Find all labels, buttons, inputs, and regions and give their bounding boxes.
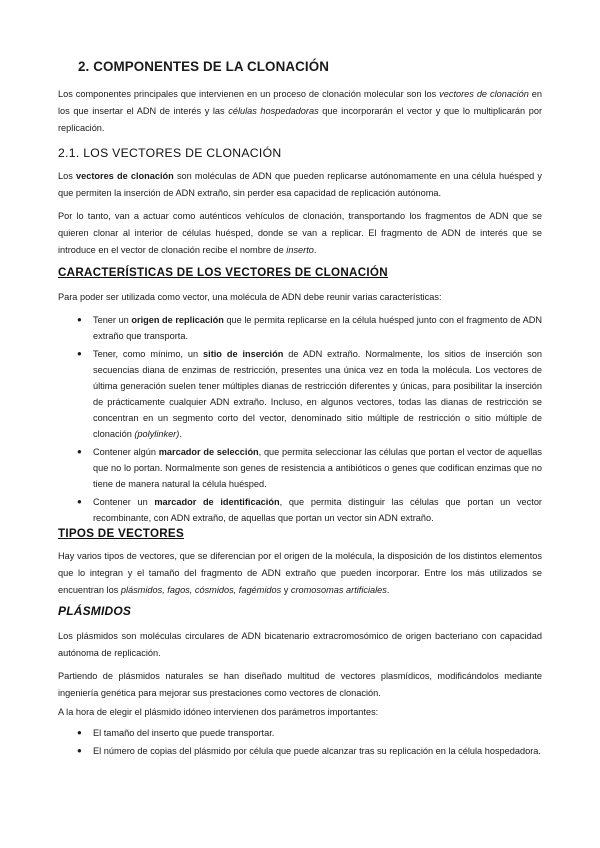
text-run: . xyxy=(313,245,317,255)
tipos-heading: TIPOS DE VECTORES xyxy=(58,527,185,540)
text-run: son moléculas de ADN que pueden replicarse autónomamente en una célula huésped y que permiten la inserción de ADN extraño, sin perder esa capacidad de replicación autónoma. xyxy=(58,171,542,198)
italic-term: plásmidos, fagos, cósmidos, fagémidos xyxy=(120,585,282,595)
tipos-paragraph xyxy=(58,548,542,599)
caracteristicas-heading: CARACTERÍSTICAS DE LOS VECTORES DE CLONACIÓN xyxy=(58,266,388,279)
italic-term: (polylinker) xyxy=(134,429,180,439)
bold-term: origen de replicación xyxy=(131,315,224,325)
plasmidos-heading: PLÁSMIDOS xyxy=(58,604,132,618)
list-item xyxy=(58,346,542,442)
intro-paragraph xyxy=(58,86,542,137)
vectores-paragraph-1 xyxy=(58,168,542,202)
text-run: Tener un xyxy=(93,315,132,325)
text-run: Por lo tanto, van a actuar como auténticos vehículos de clonación, transportando los fragmentos de ADN que se quieren clonar al interior de células huésped, donde se van a replicar. El fragmento de ADN de interés que se introduce en el vector de clonación recibe el nombre de xyxy=(58,211,542,255)
list-item xyxy=(58,494,542,526)
text-run: . xyxy=(179,429,182,439)
text-run: Hay varios tipos de vectores, que se diferencian por el origen de la molécula, la disposición de los distintos elementos que lo integran y el tamaño del fragmento de ADN extraño que pueden incorporar. Entre los más utilizados se encuentran los xyxy=(58,551,542,595)
text-run: y xyxy=(281,585,291,595)
list-item: ● El número de copias del plásmido por célula que puede alcanzar tras su replicación en la célula hospedadora. xyxy=(58,743,542,759)
bold-term: marcador de selección xyxy=(158,447,259,457)
intro-text-2: en los que insertar el ADN de interés y las xyxy=(58,89,542,116)
text-run: de ADN extraño. Normalmente, los sitios de inserción son secuencias diana de enzimas de restricción, presentes una única vez en toda la molécula. Los vectores de última generación suelen tener múltiples dianas de restricción diferentes y únicas, para posibilitar la inserción de prácticamente cualquier ADN extraño. Incluso, en algunos vectores, todas las dianas de restricción se concentran en un segmento corto del vector, denominado sitio múltiple de restricción o sitio múltiple de clonación xyxy=(93,349,542,439)
text-run: Tener, como mínimo, un xyxy=(93,349,204,359)
caracteristicas-lead: Para poder ser utilizada como vector, una molécula de ADN debe reunir varias características: xyxy=(58,292,442,302)
list-item xyxy=(58,312,542,344)
text-run: Los xyxy=(58,171,76,181)
intro-vectores: vectores de clonación xyxy=(439,89,529,99)
bold-term: marcador de identificación xyxy=(154,497,280,507)
text-run: que le permita replicarse en la célula huésped junto con el fragmento de ADN extraño que transporta. xyxy=(93,315,542,341)
caracteristicas-list xyxy=(58,312,542,528)
list-item xyxy=(58,444,542,492)
italic-term: cromosomas artificiales xyxy=(290,585,387,595)
vectores-paragraph-2 xyxy=(58,208,542,259)
text-run: , que permita distinguir las células que portan un vector recombinante, con ADN extraño, de aquellas que portan un vector sin ADN extraño. xyxy=(93,497,542,523)
bold-term: sitio de inserción xyxy=(203,349,284,359)
page-title: 2. COMPONENTES DE LA CLONACIÓN xyxy=(78,59,329,74)
text-run: Contener algún xyxy=(93,447,159,457)
intro-celulas: células hospedadoras xyxy=(228,106,319,116)
text-run: , que permita seleccionar las células que portan el vector de aquellas que no lo portan. Normalmente son genes de resistencia a antibióticos o genes que codifican enzimas que no tiene de manera natural la célula huésped. xyxy=(93,447,542,489)
bold-term: vectores de clonación xyxy=(76,171,174,181)
section-heading-2-1: 2.1. LOS VECTORES DE CLONACIÓN xyxy=(58,146,282,160)
intro-text-3: que incorporarán el vector y que lo multiplicarán por replicación. xyxy=(58,106,543,133)
text-run: Contener un xyxy=(93,497,155,507)
italic-term: inserto xyxy=(286,245,314,255)
list-item: ● El tamaño del inserto que puede transportar. xyxy=(58,725,542,741)
plasmidos-paragraph-2: Partiendo de plásmidos naturales se han diseñado multitud de vectores plasmídicos, modificándolos mediante ingeniería genética para mejorar sus prestaciones como vectores de clonación. xyxy=(58,671,542,698)
text-run: . xyxy=(386,585,390,595)
plasmidos-paragraph-3: A la hora de elegir el plásmido idóneo intervienen dos parámetros importantes: xyxy=(58,707,379,717)
intro-text: Los componentes principales que intervienen en un proceso de clonación molecular son los xyxy=(58,89,440,99)
plasmidos-list xyxy=(58,725,542,761)
plasmidos-paragraph-1: Los plásmidos son moléculas circulares de ADN bicatenario extracromosómico de origen bacteriano con capacidad autónoma de replicación. xyxy=(58,631,542,658)
